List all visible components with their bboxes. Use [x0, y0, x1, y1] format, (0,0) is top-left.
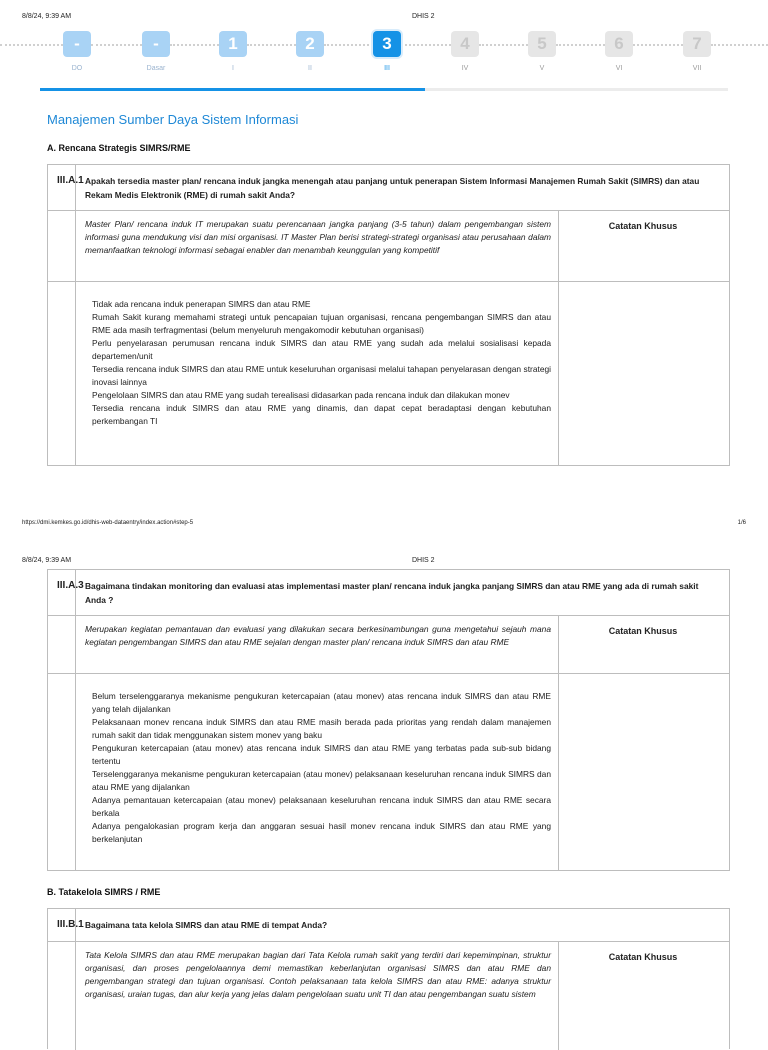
print-url: https://dmi.kemkes.go.id/dhis-web-dataentry/index.action#step-5: [22, 520, 194, 526]
section-title: Manajemen Sumber Daya Sistem Informasi: [47, 112, 299, 127]
step-connector: [479, 44, 528, 46]
step-number: 4: [451, 31, 479, 57]
step-dasar[interactable]: [142, 31, 170, 72]
question-description: Merupakan kegiatan pemantauan dan evaluasi yang dilakukan secara berkesinambungan guna mengetahui sejauh mana kegiatan pengembangan SIMRS dan atau RME sejalan dengan master plan/ rencana induk SIMRS dan atau RME: [85, 624, 551, 647]
step-connector: [556, 44, 605, 46]
step-number: 2: [296, 31, 324, 57]
step-label: V: [539, 65, 545, 72]
answer-option[interactable]: Tersedia rencana induk SIMRS dan atau RME yang dinamis, dan dapat cepat beradaptasi dengan kebutuhan perkembangan TI: [92, 403, 551, 426]
question-table-a1: [47, 164, 730, 466]
answer-option[interactable]: Tersedia rencana induk SIMRS dan atau RME untuk keseluruhan organisasi melalui tahapan penyelarasan dengan strategi inovasi lainnya: [92, 364, 551, 387]
step-connector: [0, 44, 63, 46]
step-do[interactable]: [63, 31, 91, 72]
answer-option[interactable]: Pelaksanaan monev rencana induk SIMRS dan atau RME masih berada pada prioritas yang rendah dalam manajemen rumah sakit dan tidak menggunakan sistem monev yang baku: [92, 717, 551, 740]
answer-option[interactable]: Adanya pemantauan ketercapaian (atau monev) pelaksanaan keseluruhan rencana induk SIMRS dan atau RME secara berkala: [92, 795, 551, 818]
question-table-a3: [47, 569, 730, 871]
question-header: [48, 909, 729, 942]
question-code: III.A.3: [57, 580, 84, 591]
cell-divider: [75, 616, 76, 673]
question-code: III.A.1: [57, 175, 84, 186]
answer-options: [92, 298, 551, 428]
cell-divider: [558, 616, 559, 673]
answer-option[interactable]: Pengukuran ketercapaian (atau monev) atas rencana induk SIMRS dan atau RME yang terbatas pada sub-sub bidang tertentu: [92, 743, 551, 766]
question-text: Bagaimana tindakan monitoring dan evaluasi atas implementasi master plan/ rencana induk jangka panjang SIMRS dan atau RME yang ada di rumah sakit Anda ?: [85, 581, 699, 605]
page-header: [0, 557, 768, 569]
answer-option[interactable]: Adanya pengalokasian program kerja dan anggaran sesuai hasil monev rencana induk SIMRS dan atau RME yang berkelanjutan: [92, 821, 551, 844]
answer-option[interactable]: Perlu penyelarasan perumusan rencana induk SIMRS dan atau RME yang sudah ada melalui sosialisasi kepada departemen/unit: [92, 338, 551, 361]
catatan-khusus-label: Catatan Khusus: [608, 626, 678, 636]
step-v[interactable]: [528, 31, 556, 72]
question-description: Tata Kelola SIMRS dan atau RME merupakan bagian dari Tata Kelola rumah sakit yang terdiri dari kepemimpinan, struktur organisasi, dan proses pengelolaannya demi memastikan keberlanjutan organisasi SIMRS dan atau RME dan pengembangan strategi dan tujuan organisasi. Contoh pelaksanaan tata kelola SIMRS dan atau RME: adanya struktur organisasi, uraian tugas, dan alur kerja yang jelas dalam pengelolaan suatu unit TI dan atau pengembangan suatu sistem: [85, 950, 551, 999]
question-code: III.B.1: [57, 919, 84, 930]
step-connector: [633, 44, 683, 46]
step-connector: [401, 44, 451, 46]
step-number: 7: [683, 31, 711, 57]
cell-divider: [558, 282, 559, 465]
answer-option[interactable]: Belum terselenggaranya mekanisme pengukuran ketercapaian (atau monev) atas rencana induk SIMRS dan atau RME yang telah dijalankan: [92, 691, 551, 714]
subsection-title-a: A. Rencana Strategis SIMRS/RME: [47, 143, 191, 153]
catatan-khusus-label: Catatan Khusus: [608, 952, 678, 962]
answer-options-row: [48, 674, 729, 870]
progress-bar-fill: [40, 88, 425, 91]
step-iii[interactable]: [373, 31, 401, 72]
answer-option[interactable]: Rumah Sakit kurang memahami strategi untuk pencapaian tujuan organisasi, rencana pengembangan SIMRS dan atau RME ada masih terfragmentasi (belum menyeluruh mengakomodir kebutuhan organisasi): [92, 312, 551, 335]
question-description-row: [48, 616, 729, 674]
step-number: 5: [528, 31, 556, 57]
step-label: DO: [71, 65, 83, 72]
answer-option[interactable]: Tidak ada rencana induk penerapan SIMRS dan atau RME: [92, 299, 311, 309]
page-number: 1/6: [737, 520, 746, 526]
progress-bar: [40, 88, 728, 91]
step-connector: [91, 44, 142, 46]
step-vii[interactable]: [683, 31, 711, 72]
step-number: -: [142, 31, 170, 57]
question-description-row: [48, 211, 729, 282]
step-label: II: [308, 65, 312, 72]
step-label: IV: [461, 65, 469, 72]
step-vi[interactable]: [605, 31, 633, 72]
step-ii[interactable]: [296, 31, 324, 72]
subsection-title-b: B. Tatakelola SIMRS / RME: [47, 887, 161, 897]
cell-divider: [75, 165, 76, 210]
step-number: 1: [219, 31, 247, 57]
print-title: DHIS 2: [412, 557, 435, 564]
step-number: -: [63, 31, 91, 57]
question-text: Bagaimana tata kelola SIMRS dan atau RME di tempat Anda?: [85, 920, 328, 930]
step-iv[interactable]: [451, 31, 479, 72]
question-header: [48, 165, 729, 211]
cell-divider: [75, 282, 76, 465]
catatan-khusus-label: Catatan Khusus: [608, 221, 678, 231]
cell-divider: [75, 674, 76, 870]
answer-option[interactable]: Terselenggaranya mekanisme pengukuran ketercapaian (atau monev) pelaksanaan keseluruhan rencana induk SIMRS dan atau RME yang dijalankan: [92, 769, 551, 792]
cell-divider: [75, 942, 76, 1050]
question-table-b1: [47, 908, 730, 1049]
step-number: 3: [373, 31, 401, 57]
step-connector: [711, 44, 768, 46]
step-label: VII: [692, 65, 702, 72]
step-connector: [324, 44, 373, 46]
cell-divider: [75, 570, 76, 615]
step-connector: [247, 44, 296, 46]
question-text: Apakah tersedia master plan/ rencana induk jangka menengah atau panjang untuk penerapan Sistem Informasi Manajemen Rumah Sakit (SIMRS) dan atau Rekam Medis Elektronik (RME) di rumah sakit Anda?: [85, 176, 700, 200]
wizard-stepper: [0, 31, 768, 79]
question-description: Master Plan/ rencana induk IT merupakan suatu perencanaan jangka panjang (3-5 tahun) dalam pengembangan sistem informasi guna mendukung visi dan misi organisasi. IT Master Plan berisi strategi-strategi organisasi atau perusahaan dalam memanfaatkan teknologi informasi sebagai enabler dan menambah keunggulan yang kompetitif: [85, 219, 551, 255]
page-header: [0, 13, 768, 25]
step-number: 6: [605, 31, 633, 57]
answer-options-row: [48, 282, 729, 465]
step-i[interactable]: [219, 31, 247, 72]
cell-divider: [558, 674, 559, 870]
print-datetime: 8/8/24, 9:39 AM: [22, 557, 72, 564]
answer-options: [92, 690, 551, 846]
step-label: III: [384, 65, 390, 72]
print-datetime: 8/8/24, 9:39 AM: [22, 13, 72, 20]
answer-option[interactable]: Pengelolaan SIMRS dan atau RME yang sudah terealisasi didasarkan pada rencana induk dan dilakukan monev: [92, 390, 510, 400]
question-header: [48, 570, 729, 616]
cell-divider: [75, 211, 76, 281]
step-connector: [170, 44, 219, 46]
step-label: Dasar: [146, 65, 166, 72]
question-description-row: [48, 942, 729, 1050]
step-label: VI: [615, 65, 623, 72]
step-label: I: [232, 65, 234, 72]
print-title: DHIS 2: [412, 13, 435, 20]
